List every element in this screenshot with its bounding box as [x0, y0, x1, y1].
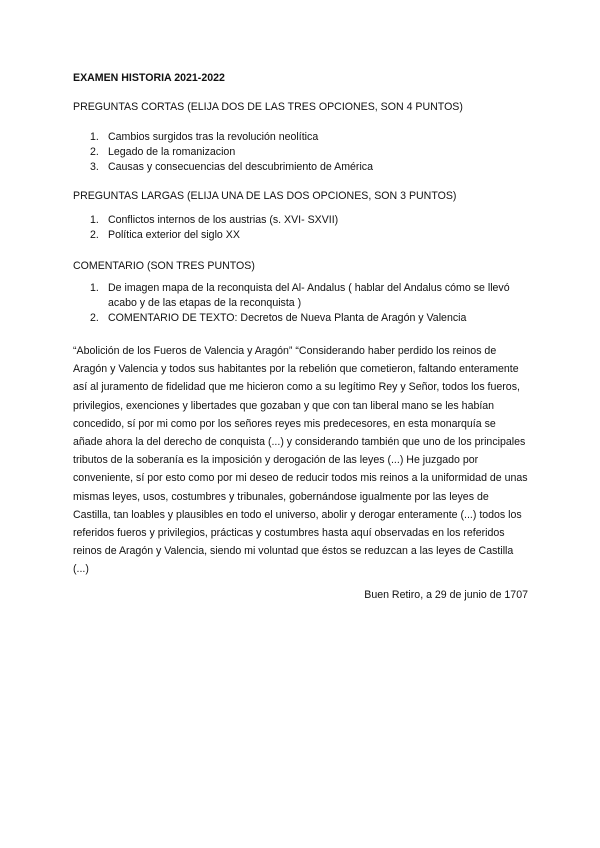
list-item: 1. De imagen mapa de la reconquista del Al- Andalus ( hablar del Andalus cómo se llevó acabo y de las etapas de la reconquista ) [90, 282, 510, 309]
list-item-text: COMENTARIO DE TEXTO: Decretos de Nueva Planta de Aragón y Valencia [108, 312, 467, 324]
list-item: 1. Cambios surgidos tras la revolución neolítica [90, 131, 319, 143]
list-item-text: Cambios surgidos tras la revolución neolítica [108, 131, 319, 143]
commentary-text-passage: “Abolición de los Fueros de Valencia y Aragón” “Considerando haber perdido los reinos de Aragón y Valencia y todos sus habitantes por la rebelión que cometieron, faltando enteramente así al juramento de fidelidad que me hicieron como a su legítimo Rey y Señor, todos los fueros, privilegios, exenciones y libertades que gozaban y que con tan liberal mano se les habían concedido, sí por mi como por los señores reyes mis predecesores, en esta monarquía se añade ahora la del derecho de conquista (...) y considerando también que uno de los principales tributos de la soberanía es la imposición y derogación de las leyes (...) He juzgado por conveniente, sí por esto como por mi deseo de reducir todos mis reinos a la uniformidad de unas mismas leyes, usos, costumbres y tribunales, gobernándose igualmente por las leyes de Castilla, tan loables y plausibles en todo el universo, abolir y derogar enteramente (...) todos los referidos fueros y privilegios, prácticas y costumbres hasta aquí observadas en los referidos reinos de Aragón y Valencia, siendo mi voluntad que éstos se reduzcan a las leyes de Castilla (...) [73, 345, 528, 576]
exam-title: EXAMEN HISTORIA 2021-2022 [73, 72, 225, 84]
commentary-list [73, 281, 533, 326]
passage-signature: Buen Retiro, a 29 de junio de 1707 [364, 589, 528, 601]
list-item-text: Legado de la romanizacion [108, 146, 236, 158]
list-item: 1. Conflictos internos de los austrias (s. XVI- SXVII) [90, 214, 339, 226]
short-questions-list [73, 130, 533, 175]
list-item: 2. Legado de la romanizacion [90, 146, 236, 158]
list-item-text: Conflictos internos de los austrias (s. XVI- SXVII) [108, 214, 339, 226]
list-item: 2. Política exterior del siglo XX [90, 229, 240, 241]
short-questions-heading: PREGUNTAS CORTAS (ELIJA DOS DE LAS TRES OPCIONES, SON 4 PUNTOS) [73, 101, 463, 113]
long-questions-list [73, 213, 533, 243]
list-item-text: De imagen mapa de la reconquista del Al- Andalus ( hablar del Andalus cómo se llevó acabo y de las etapas de la reconquista ) [108, 282, 510, 309]
long-questions-heading: PREGUNTAS LARGAS (ELIJA UNA DE LAS DOS OPCIONES, SON 3 PUNTOS) [73, 190, 457, 202]
list-item: 3. Causas y consecuencias del descubrimiento de América [90, 161, 373, 173]
list-item: 2. COMENTARIO DE TEXTO: Decretos de Nueva Planta de Aragón y Valencia [90, 312, 467, 324]
list-item-text: Causas y consecuencias del descubrimiento de América [108, 161, 373, 173]
list-item-text: Política exterior del siglo XX [108, 229, 240, 241]
commentary-heading: COMENTARIO (SON TRES PUNTOS) [73, 260, 255, 272]
